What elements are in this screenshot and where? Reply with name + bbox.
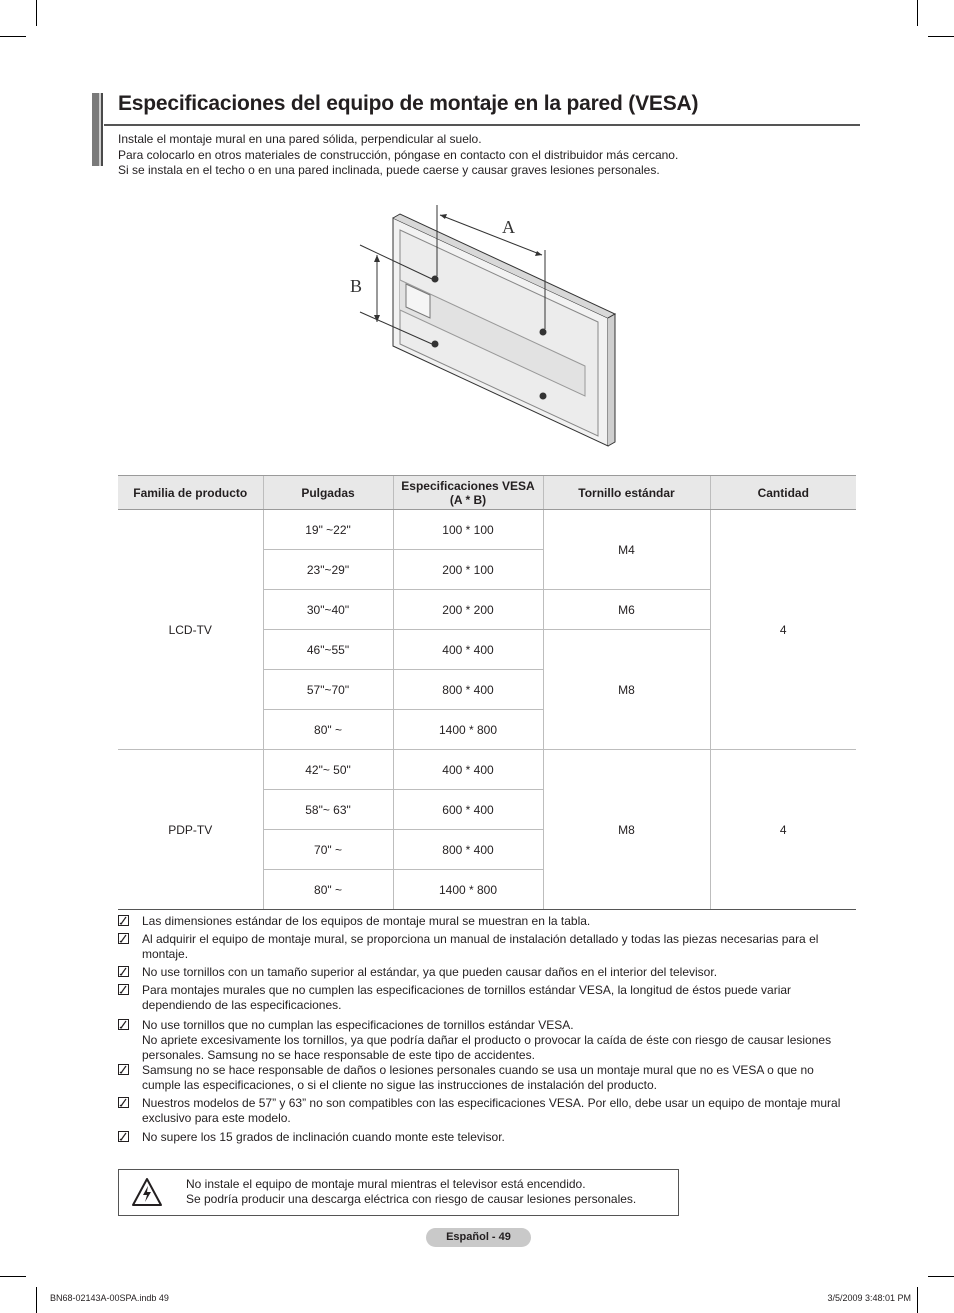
table-header-row <box>118 476 856 510</box>
page-title: Especificaciones del equipo de montaje en la pared (VESA) <box>118 92 699 115</box>
vesa-cell: 1400 * 800 <box>393 710 543 750</box>
warning-line: Se podría producir una descarga eléctrica con riesgo de causar lesiones personales. <box>186 1192 637 1206</box>
screw-cell: M8 <box>543 750 710 910</box>
note-icon <box>118 966 129 977</box>
note-line: montaje. <box>142 947 189 961</box>
electric-shock-warning-icon <box>131 1177 163 1207</box>
inches-cell: 57"~70" <box>263 670 393 710</box>
warning-text <box>186 1177 636 1207</box>
note-line: Para montajes murales que no cumplen las especificaciones de tornillos estándar VESA, la longitud de éstos puede variar <box>142 983 792 997</box>
note-icon <box>118 1019 129 1030</box>
crop-mark <box>36 0 37 26</box>
note-item <box>118 1018 863 1063</box>
quantity-cell: 4 <box>710 510 856 750</box>
crop-mark <box>928 36 954 37</box>
screw-cell: M6 <box>543 590 710 630</box>
mount-hole <box>432 341 439 348</box>
inches-cell: 46"~55" <box>263 630 393 670</box>
note-icon <box>118 1097 129 1108</box>
note-icon <box>118 1064 129 1075</box>
note-line: No apriete excesivamente los tornillos, ya que podría dañar el producto o provocar la caída de éste con riesgo de causar lesiones <box>142 1033 832 1047</box>
note-item <box>118 1063 863 1093</box>
screw-cell: M4 <box>543 510 710 590</box>
note-item <box>118 932 863 962</box>
note-line: exclusivo para este modelo. <box>142 1111 291 1125</box>
vesa-cell: 400 * 400 <box>393 630 543 670</box>
crop-mark <box>928 1276 954 1277</box>
tv-back-mount-diagram <box>340 200 630 460</box>
inches-cell: 19" ~22" <box>263 510 393 550</box>
footer-timestamp: 3/5/2009 3:48:01 PM <box>827 1293 911 1303</box>
inches-cell: 80" ~ <box>263 710 393 750</box>
family-cell: PDP-TV <box>118 750 263 910</box>
mount-hole <box>540 393 547 400</box>
page-number-badge: Español - 49 <box>426 1228 531 1247</box>
note-line: cumple las especificaciones, o si el cliente no sigue las instrucciones de instalación del producto. <box>142 1078 657 1092</box>
note-line: Las dimensiones estándar de los equipos de montaje mural se muestran en la tabla. <box>142 914 591 928</box>
vesa-cell: 1400 * 800 <box>393 870 543 910</box>
table-row <box>118 510 856 550</box>
inches-cell: 42"~ 50" <box>263 750 393 790</box>
note-icon <box>118 984 129 995</box>
crop-mark <box>917 1287 918 1313</box>
header-screw: Tornillo estándar <box>543 476 710 510</box>
note-line: No supere los 15 grados de inclinación cuando monte este televisor. <box>142 1130 505 1144</box>
note-item <box>118 1096 863 1126</box>
vesa-cell: 200 * 100 <box>393 550 543 590</box>
vesa-cell: 600 * 400 <box>393 790 543 830</box>
mount-hole <box>540 329 547 336</box>
vesa-cell: 200 * 200 <box>393 590 543 630</box>
family-cell: LCD-TV <box>118 510 263 750</box>
intro-line: Si se instala en el techo o en una pared inclinada, puede caerse y causar graves lesiones personales. <box>118 163 660 177</box>
inches-cell: 58"~ 63" <box>263 790 393 830</box>
note-item <box>118 914 863 929</box>
note-line: personales. Samsung no se hace responsable de este tipo de accidentes. <box>142 1048 535 1062</box>
note-icon <box>118 933 129 944</box>
vesa-cell: 100 * 100 <box>393 510 543 550</box>
note-item <box>118 965 863 980</box>
note-item <box>118 983 863 1013</box>
crop-mark <box>0 1276 26 1277</box>
note-icon <box>118 915 129 926</box>
intro-line: Para colocarlo en otros materiales de construcción, póngase en contacto con el distribuidor más cercano. <box>118 147 679 162</box>
inches-cell: 23"~29" <box>263 550 393 590</box>
notes-list <box>118 914 863 1145</box>
footer-file-info: BN68-02143A-00SPA.indb 49 <box>50 1293 169 1303</box>
quantity-cell: 4 <box>710 750 856 910</box>
intro-line: Instale el montaje mural en una pared sólida, perpendicular al suelo. <box>118 132 482 146</box>
note-line: Al adquirir el equipo de montaje mural, se proporciona un manual de instalación detallado y todas las piezas necesarias para el <box>142 932 819 946</box>
vesa-cell: 400 * 400 <box>393 750 543 790</box>
vesa-cell: 800 * 400 <box>393 670 543 710</box>
screw-cell: M8 <box>543 630 710 750</box>
title-underline <box>104 124 860 126</box>
mount-hole <box>432 276 439 283</box>
note-line: No use tornillos con un tamaño superior al estándar, ya que pueden causar daños en el interior del televisor. <box>142 965 718 979</box>
header-inches: Pulgadas <box>263 476 393 510</box>
dimension-b-label: B <box>350 276 363 296</box>
vesa-cell: 800 * 400 <box>393 830 543 870</box>
warning-box <box>118 1169 679 1216</box>
note-line: No use tornillos que no cumplan las especificaciones de tornillos estándar VESA. <box>142 1018 574 1032</box>
note-line: Samsung no se hace responsable de daños o lesiones personales cuando se usa un montaje mural que no es VESA o que no <box>142 1063 814 1077</box>
header-family: Familia de producto <box>118 476 263 510</box>
table-row <box>118 750 856 790</box>
crop-mark <box>36 1287 37 1313</box>
inches-cell: 80" ~ <box>263 870 393 910</box>
header-quantity: Cantidad <box>710 476 856 510</box>
header-vesa: Especificaciones VESA (A * B) <box>393 476 543 510</box>
note-line: dependiendo de las especificaciones. <box>142 998 342 1012</box>
note-item <box>118 1130 863 1145</box>
intro-text <box>118 132 678 179</box>
inches-cell: 30"~40" <box>263 590 393 630</box>
crop-mark <box>917 0 918 26</box>
inches-cell: 70" ~ <box>263 830 393 870</box>
vesa-spec-table <box>118 475 856 910</box>
note-line: Nuestros modelos de 57” y 63” no son compatibles con las especificaciones VESA. Por ello, debe usar un equipo de montaje mural <box>142 1096 841 1110</box>
warning-line: No instale el equipo de montaje mural mientras el televisor está encendido. <box>186 1177 586 1191</box>
note-icon <box>118 1131 129 1142</box>
crop-mark <box>0 36 26 37</box>
dimension-a-label: A <box>502 217 515 237</box>
